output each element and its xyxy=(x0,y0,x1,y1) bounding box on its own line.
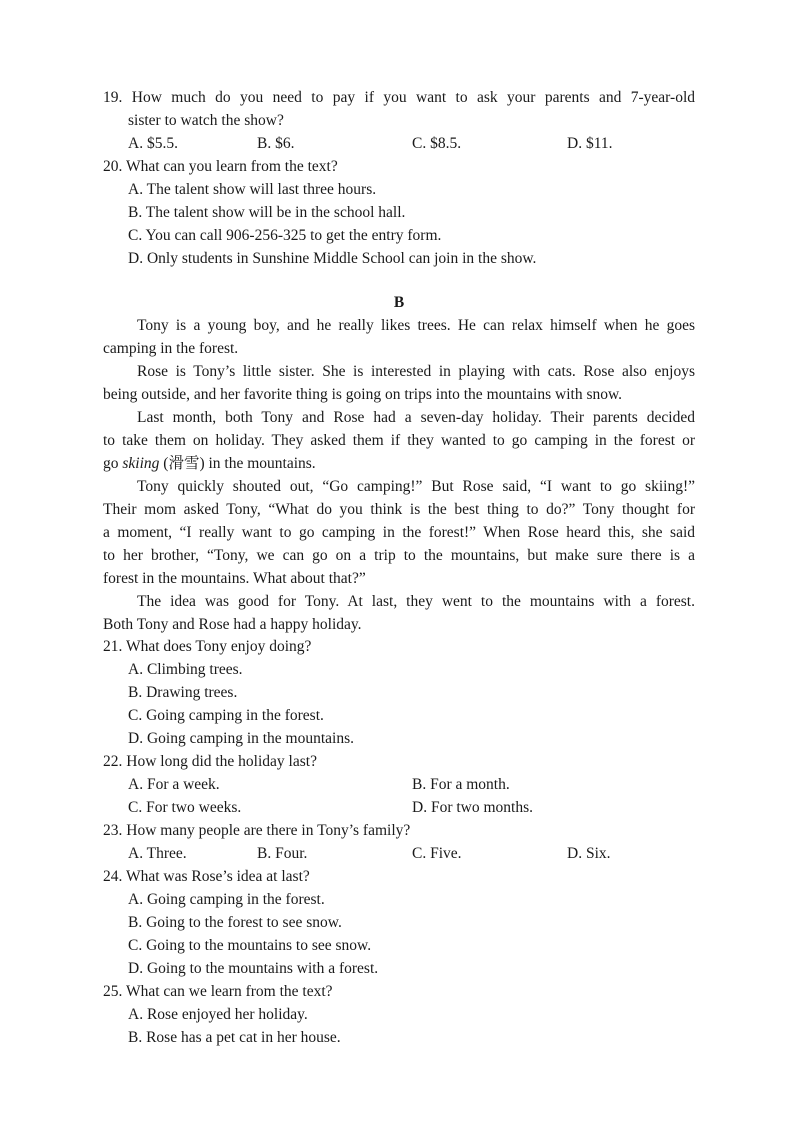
option-a: A. For a week. xyxy=(128,776,220,793)
option-d: D. Going to the mountains with a forest. xyxy=(128,960,379,977)
question-21-stem: 21. What does Tony enjoy doing? xyxy=(103,638,312,655)
option-c: C. Going camping in the forest. xyxy=(128,707,324,724)
question-24 xyxy=(103,865,695,980)
question-21 xyxy=(103,635,695,750)
question-22-options-row1 xyxy=(103,773,695,796)
option-d: D. Going camping in the mountains. xyxy=(128,730,355,747)
reading-passage xyxy=(103,314,695,636)
question-20-stem: 20. What can you learn from the text? xyxy=(103,158,338,175)
passage-p3-line2: to take them on holiday. They asked them if they wanted to go camping in the forest or xyxy=(103,432,695,449)
question-22 xyxy=(103,750,695,819)
question-23-stem: 23. How many people are there in Tony’s family? xyxy=(103,822,411,839)
question-22-options-row2 xyxy=(103,796,695,819)
passage-p4-line2: Their mom asked Tony, “What do you think is the best thing to do?” Tony thought for xyxy=(103,501,695,518)
passage-p2-line2: being outside, and her favorite thing is going on trips into the mountains with snow. xyxy=(103,386,623,403)
option-d: D. For two months. xyxy=(412,799,533,816)
passage-p2-line1: Rose is Tony’s little sister. She is interested in playing with cats. Rose also enjoys xyxy=(137,363,695,380)
option-b: B. Going to the forest to see snow. xyxy=(128,914,342,931)
option-a: A. Rose enjoyed her holiday. xyxy=(128,1006,308,1023)
question-19-stem-continued: sister to watch the show? xyxy=(128,112,284,129)
option-d: D. $11. xyxy=(567,135,613,152)
option-c: C. For two weeks. xyxy=(128,799,242,816)
passage-text: (滑雪) in the mountains. xyxy=(159,455,316,472)
option-c: C. $8.5. xyxy=(412,135,462,152)
option-d: D. Only students in Sunshine Middle School can join in the show. xyxy=(128,250,537,267)
question-22-stem: 22. How long did the holiday last? xyxy=(103,753,317,770)
passage-p4-line3: a moment, “I really want to go camping in the forest!” When Rose heard this, she said xyxy=(103,524,695,541)
passage-p4-line5: forest in the mountains. What about that?” xyxy=(103,570,366,587)
passage-p4-line1: Tony quickly shouted out, “Go camping!” But Rose said, “I want to go skiing!” xyxy=(137,478,695,495)
question-19 xyxy=(103,86,695,155)
passage-p3-line1: Last month, both Tony and Rose had a seven-day holiday. Their parents decided xyxy=(137,409,695,426)
option-b: B. Four. xyxy=(257,845,308,862)
option-b: B. Drawing trees. xyxy=(128,684,238,701)
option-a: A. $5.5. xyxy=(128,135,178,152)
option-a: A. Climbing trees. xyxy=(128,661,243,678)
passage-italic-word: skiing xyxy=(122,455,160,472)
option-b: B. Rose has a pet cat in her house. xyxy=(128,1029,341,1046)
option-c: C. You can call 906-256-325 to get the entry form. xyxy=(128,227,442,244)
question-20 xyxy=(103,155,695,270)
option-b: B. For a month. xyxy=(412,776,510,793)
option-b: B. $6. xyxy=(257,135,295,152)
option-b: B. The talent show will be in the school hall. xyxy=(128,204,406,221)
option-a: A. Three. xyxy=(128,845,187,862)
passage-p3-line3 xyxy=(103,452,695,475)
passage-p4-line4: to her brother, “Tony, we can go on a trip to the mountains, but make sure there is a xyxy=(103,547,695,564)
option-d: D. Six. xyxy=(567,845,611,862)
section-heading-b: B xyxy=(393,294,405,311)
question-23-options xyxy=(103,842,695,865)
passage-p5-line1: The idea was good for Tony. At last, they went to the mountains with a forest. xyxy=(137,593,695,610)
option-a: A. Going camping in the forest. xyxy=(128,891,325,908)
question-19-options xyxy=(103,132,695,155)
option-c: C. Five. xyxy=(412,845,462,862)
question-24-stem: 24. What was Rose’s idea at last? xyxy=(103,868,310,885)
question-19-stem: 19. How much do you need to pay if you want to ask your parents and 7-year-old xyxy=(103,89,695,106)
option-c: C. Going to the mountains to see snow. xyxy=(128,937,372,954)
passage-p5-line2: Both Tony and Rose had a happy holiday. xyxy=(103,616,362,633)
passage-text: go xyxy=(103,455,123,472)
passage-p1-line2: camping in the forest. xyxy=(103,340,239,357)
passage-p1-line1: Tony is a young boy, and he really likes trees. He can relax himself when he goes xyxy=(137,317,695,334)
question-25 xyxy=(103,980,695,1049)
question-23 xyxy=(103,819,695,865)
question-25-stem: 25. What can we learn from the text? xyxy=(103,983,333,1000)
option-a: A. The talent show will last three hours. xyxy=(128,181,377,198)
